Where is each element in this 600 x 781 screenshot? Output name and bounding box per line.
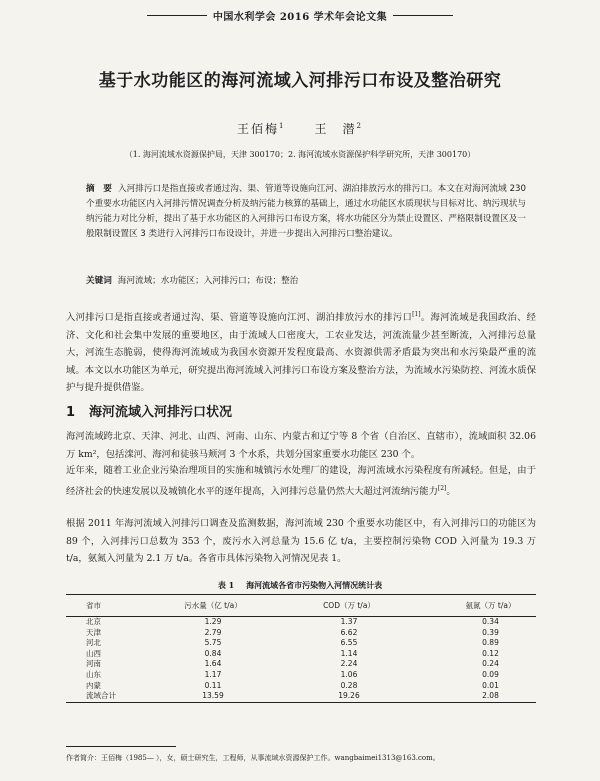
affiliations: （1. 海河流域水资源保护局，天津 300170；2. 海河流域水资源保护科学研究所，天津 300170） [124, 150, 476, 159]
table-cell: 0.89 [482, 638, 499, 648]
header-rule-left [147, 15, 207, 16]
author-name: 王 潜 [314, 122, 357, 136]
table-cell: 内蒙 [86, 680, 101, 690]
table-cell: 0.09 [482, 669, 499, 679]
table-total-row [66, 691, 536, 702]
citation-ref: [1] [412, 311, 421, 318]
table-cell: 0.24 [482, 659, 499, 669]
table-header-cell: 氨氮（万 t/a） [465, 601, 516, 610]
table-header-cell: COD（万 t/a） [323, 601, 375, 610]
table-cell: 1.64 [204, 659, 222, 669]
table-cell: 2.08 [482, 691, 499, 701]
table-row [66, 649, 536, 660]
table-cell: 0.11 [204, 680, 222, 690]
pollution-table [66, 594, 536, 703]
table-header-cell: 污水量（亿 t/a） [184, 601, 242, 610]
table-row [66, 670, 536, 681]
author-line [0, 120, 600, 137]
table-cell: 1.06 [340, 669, 358, 679]
author-name: 王佰梅 [236, 122, 279, 136]
table-cell: 2.24 [340, 659, 358, 669]
running-header-text: 中国水利学会 2016 学术年会论文集 [212, 11, 388, 23]
table-cell: 0.39 [482, 627, 499, 637]
table-row [66, 628, 536, 639]
table-header-row [66, 595, 536, 617]
paragraph-text: 入河排污口是指直接或者通过沟、渠、管道等设施向江河、湖泊排放污水的排污口 [66, 312, 413, 324]
author-affil-mark: 1 [278, 122, 286, 130]
keywords-text: 海河流域；水功能区；入河排污口；布设；整治 [117, 276, 299, 286]
body-paragraph [66, 462, 536, 500]
table-cell: 0.28 [340, 680, 358, 690]
keywords-label: 关键词 [86, 276, 112, 286]
table-cell: 1.17 [204, 669, 222, 679]
body-paragraph: 海河流域跨北京、天津、河北、山西、河南、山东、内蒙古和辽宁等 8 个省（自治区、直辖市），流域面积 32.06 万 km²，包括滦河、海河和徒骇马颊河 3 个水系，共划分国家重要水功能区 230 个。 [66, 431, 536, 460]
table-cell: 0.12 [482, 648, 499, 658]
section-number: 1 [66, 405, 76, 420]
table-cell: 6.55 [340, 638, 358, 648]
paragraph-text: 。海河流域是我国政治、经济、文化和社会集中发展的重要地区，由于流域人口密度大，工农业发达，河流流量少甚至断流，入河排污总量大，河流生态脆弱，使得海河流域成为我国水资源开发程度最高、水资源供需矛盾最为突出和水污染最严重的流域。本文以水功能区为单元，研究提出海河流域入河排污口布设方案及整治方法，为流域水污染防控、河流水质保护与提升提供借鉴。 [66, 312, 536, 394]
abstract-text: 入河排污口是指直接或者通过沟、渠、管道等设施向江河、湖泊排放污水的排污口。本文在对海河流域 230 个重要水功能区内入河排污情况调查分析及纳污能力核算的基础上，通过水功能区水质现状与目标对比、纳污现状与纳污能力对比分析，提出了基于水功能区的入河排污口布设方案，将水功能区分为禁止设置区、严格限制设置区及一般限制设置区 3 类进行入河排污口布设设计，并进一步提出入河排污口整治建议。 [86, 184, 526, 239]
table-row [66, 659, 536, 670]
table-cell: 天津 [86, 627, 101, 637]
table-row [66, 681, 536, 692]
table-cell: 山东 [86, 669, 101, 679]
running-header [0, 6, 600, 24]
paper-title: 基于水功能区的海河流域入河排污口布设及整治研究 [98, 71, 502, 91]
table-cell: 0.01 [482, 680, 499, 690]
section-title: 海河流域入河排污口状况 [89, 405, 233, 420]
table-cell: 流域合计 [86, 691, 116, 701]
section-heading [66, 401, 232, 420]
table-caption [0, 580, 600, 591]
abstract [86, 182, 526, 242]
intro-paragraph [66, 306, 536, 397]
table-cell: 河北 [86, 638, 101, 648]
table-cell: 13.59 [202, 691, 224, 701]
table-cell: 6.62 [340, 627, 358, 637]
table-cell: 北京 [86, 617, 101, 626]
paragraph-text: 。 [446, 485, 456, 497]
header-rule-right [393, 15, 453, 16]
author-footnote: 作者简介：王佰梅（1985— ），女，硕士研究生，工程师，从事流域水资源保护工作。wangbaimei1313@163.com。 [66, 754, 440, 762]
body-paragraph: 根据 2011 年海河流域入河排污口调查及监测数据，海河流域 230 个重要水功能区中，有入河排污口的功能区为 89 个，入河排污口总数为 353 个，废污水入河总量为 15.6 亿 t/a，主要控制污染物 COD 入河量为 19.3 万 t/a，氨氮入河量为 2.1 万 t/a。各省市具体污染物入河情况见表 1。 [66, 518, 536, 564]
abstract-label: 摘 要 [86, 184, 112, 194]
table-cell: 1.14 [340, 648, 358, 658]
table-number: 表 1 [217, 580, 235, 590]
citation-ref: [2] [437, 484, 447, 492]
table-cell: 2.79 [204, 627, 222, 637]
table-cell: 1.29 [204, 617, 222, 626]
table-header-cell: 省市 [86, 601, 101, 610]
table-row [66, 617, 536, 628]
paragraph-text: 近年来，随着工业企业污染治理项目的实施和城镇污水处理厂的建设，海河流域水污染程度有所减轻。但是，由于经济社会的快速发展以及城镇化水平的逐年提高，入河排污总量仍然大大超过河流纳污能力 [66, 465, 536, 497]
table-cell: 1.37 [340, 617, 358, 626]
table-cell: 0.34 [482, 617, 499, 626]
keywords [86, 274, 526, 288]
table-cell: 0.84 [204, 648, 222, 658]
table-cell: 19.26 [338, 691, 360, 701]
table-caption-text: 海河流域各省市污染物入河情况统计表 [246, 580, 383, 590]
table-row [66, 638, 536, 649]
author-affil-mark: 2 [356, 122, 364, 130]
table-cell: 山西 [86, 648, 101, 658]
table-cell: 河南 [86, 659, 101, 669]
table-cell: 5.75 [204, 638, 222, 648]
footnote-rule [66, 746, 176, 747]
